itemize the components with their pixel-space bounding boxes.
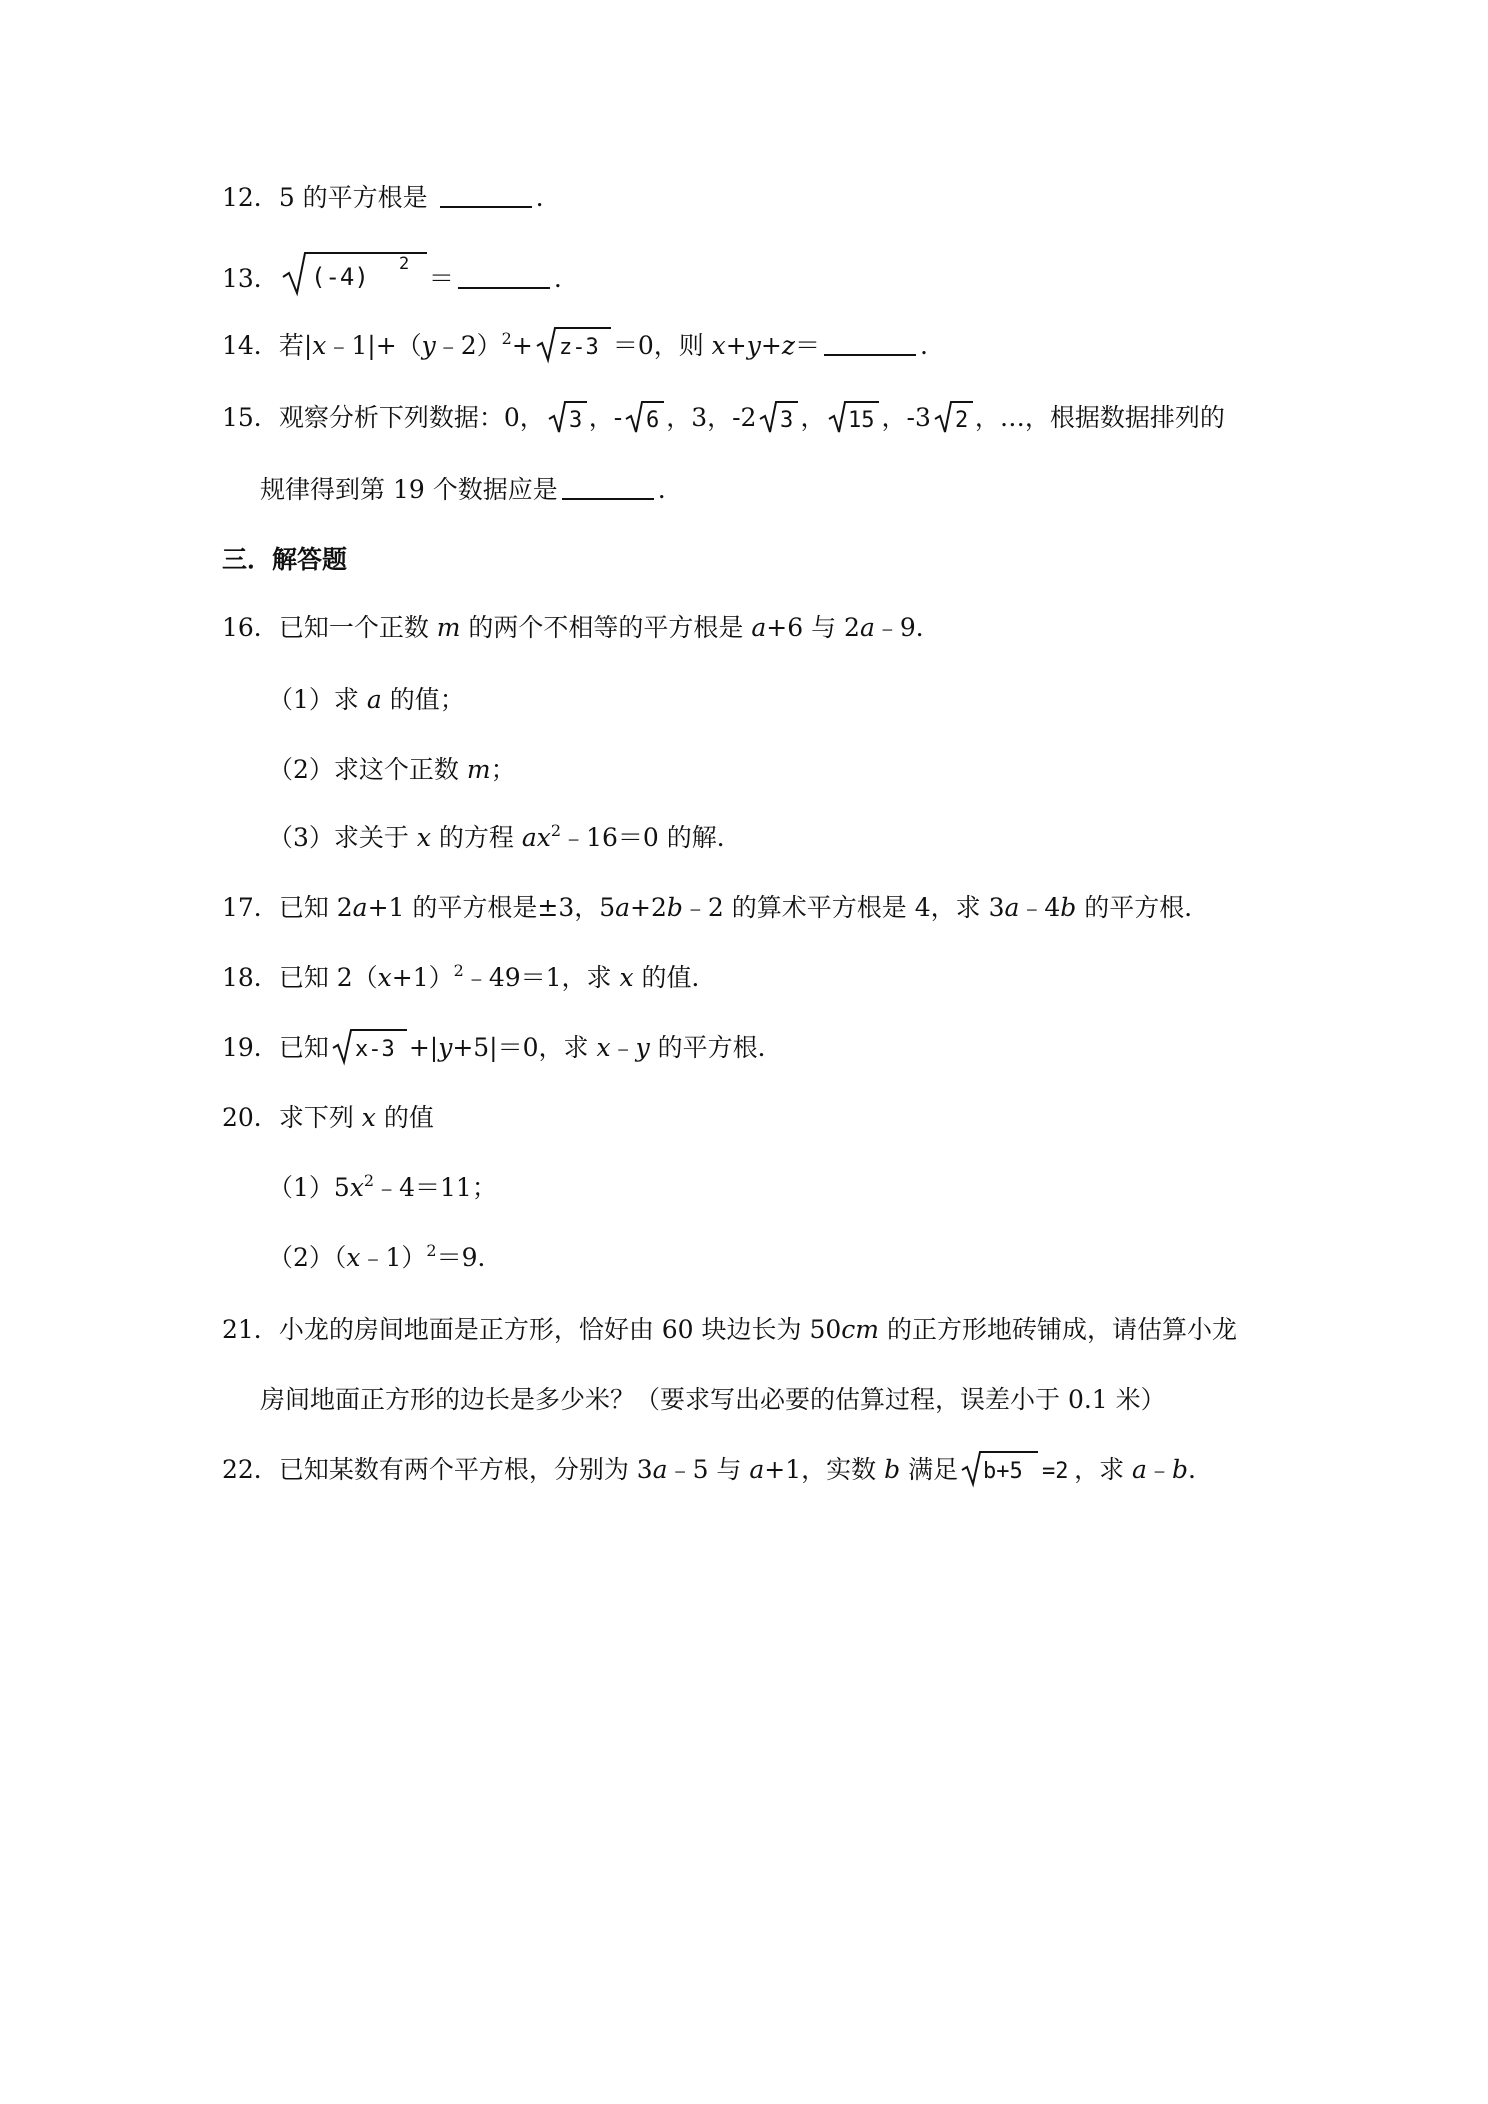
question-16-part-2 [268, 750, 516, 790]
var-x: x [349, 1173, 364, 1202]
q20-text: 求下列 [278, 1103, 362, 1132]
q15-text: 规律得到第 19 个数据应是 [260, 475, 558, 504]
part-text: （3）求关于 [268, 823, 417, 852]
var-b: b [666, 893, 683, 922]
var-m: m [436, 613, 461, 642]
q17-text: ﹣2 的算术平方根是 4，求 3 [682, 893, 1005, 922]
var-x: x [711, 331, 726, 360]
q14-text: ﹣2） [435, 331, 502, 360]
q16-text: ﹣9． [874, 613, 941, 642]
q19-text: 已知 [278, 1033, 329, 1062]
var-b: b [884, 1455, 901, 1484]
sqrt-radical [535, 326, 611, 362]
var-x: x [312, 331, 327, 360]
q22-number: 22． [222, 1455, 279, 1484]
q17-number: 17． [222, 893, 279, 922]
question-14 [222, 326, 928, 366]
sqrt-radical [547, 400, 587, 434]
q18-text: 的值． [633, 963, 717, 992]
var-b: b [1060, 893, 1077, 922]
sqrt-radical [827, 400, 879, 434]
question-18 [222, 958, 717, 998]
var-x: x [377, 963, 392, 992]
q14-period: . [920, 331, 928, 360]
radicand: x-3 [354, 1037, 395, 1062]
var-x: x [361, 1103, 376, 1132]
unit-cm: cm [841, 1315, 879, 1344]
radicand: 3 [568, 408, 582, 433]
q17-text: 已知 2 [278, 893, 353, 922]
question-20-part-2 [268, 1238, 503, 1278]
var-b: b [1171, 1455, 1188, 1484]
q22-text: +1，实数 [764, 1455, 885, 1484]
radicand: b+5 [983, 1459, 1023, 1484]
var-a: a [859, 613, 875, 642]
var-y: y [746, 331, 761, 360]
q20-text: 的值 [375, 1103, 434, 1132]
part-text: ﹣4＝11； [374, 1173, 497, 1202]
var-m: m [466, 755, 491, 784]
answer-blank [440, 182, 532, 208]
q14-text: ＝0，则 [612, 331, 712, 360]
q13-period: . [553, 264, 562, 293]
q18-text: ﹣49＝1，求 [463, 963, 620, 992]
q14-text: + [511, 331, 533, 360]
q13-equals: ＝ [428, 264, 454, 293]
q13-number: 13． [222, 264, 279, 293]
prefix: -2 [732, 403, 757, 432]
exponent: 2 [426, 1241, 437, 1260]
sqrt-radical [331, 1028, 407, 1064]
q17-text: ﹣4 [1019, 893, 1061, 922]
sqrt-radical [758, 400, 798, 434]
q17-text: +1 的平方根是±3，5 [367, 893, 616, 922]
radicand: (-4) [310, 263, 369, 291]
var-a: a [352, 893, 368, 922]
radicand: 2 [954, 408, 969, 433]
var-x: x [416, 823, 431, 852]
q14-number: 14． [222, 331, 279, 360]
radical-equals: =2 [1042, 1459, 1069, 1484]
q12-period: . [535, 183, 544, 212]
exponent: 2 [501, 329, 512, 348]
question-16-part-3 [268, 818, 742, 858]
q14-text: + [760, 331, 782, 360]
q15-number: 15． [222, 403, 279, 432]
part-text: （2）求这个正数 [268, 755, 467, 784]
q18-text: +1） [391, 963, 454, 992]
section-heading [222, 540, 347, 580]
part-text: 的值； [381, 685, 465, 714]
question-20 [222, 1098, 434, 1138]
var-y: y [635, 1033, 650, 1062]
var-x: x [596, 1033, 611, 1062]
var-a: a [652, 1455, 668, 1484]
radicand: 3 [780, 408, 794, 433]
q21-text: 房间地面正方形的边长是多少米？（要求写出必要的估算过程，误差小于 0.1 米） [260, 1385, 1166, 1414]
q15-text: 观察分析下列数据：0， [278, 403, 545, 432]
q14-text: ＝ [794, 331, 820, 360]
q16-text: +6 与 2 [766, 613, 860, 642]
comma: ， [588, 403, 614, 432]
q14-text: ﹣1|+（ [326, 331, 422, 360]
var-a: a [749, 1455, 765, 1484]
q22-text: ，求 [1074, 1455, 1133, 1484]
question-16 [222, 608, 941, 648]
q18-text: 已知 2（ [278, 963, 378, 992]
q22-text: ﹣ [1146, 1455, 1172, 1484]
radicand: 6 [646, 408, 660, 433]
var-a: a [751, 613, 767, 642]
q12-text: 5 的平方根是 [278, 183, 428, 212]
q15-period: . [657, 475, 666, 504]
answer-blank [562, 474, 654, 500]
prefix: -3 [906, 403, 931, 432]
q19-text: +5|＝0，求 [452, 1033, 597, 1062]
comma: ， [881, 403, 907, 432]
prefix: - [613, 403, 623, 432]
var-x: x [619, 963, 634, 992]
part-text: ﹣16＝0 的解． [561, 823, 742, 852]
q22-period: . [1187, 1455, 1196, 1484]
part-text: （1）求 [268, 685, 367, 714]
radicand: z-3 [558, 335, 599, 360]
question-15 [222, 398, 1225, 438]
part-text: ； [490, 755, 516, 784]
var-y: y [438, 1033, 453, 1062]
q14-text: + [725, 331, 747, 360]
q18-number: 18． [222, 963, 279, 992]
part-text: 的方程 [430, 823, 522, 852]
q15-text: ，…，根据数据排列的 [974, 403, 1225, 432]
var-a: a [1132, 1455, 1147, 1484]
q16-number: 16． [222, 613, 279, 642]
sqrt-radical [281, 251, 427, 295]
var-x: x [346, 1243, 361, 1272]
answer-blank [458, 263, 550, 289]
q14-text: 若| [278, 331, 313, 360]
var-y: y [421, 331, 436, 360]
exponent: 2 [550, 821, 562, 840]
q20-number: 20． [222, 1103, 279, 1132]
question-15-line-2 [260, 470, 666, 510]
question-16-part-1 [268, 680, 465, 720]
q17-text: +2 [630, 893, 667, 922]
question-21 [222, 1310, 1237, 1350]
q19-text: 的平方根． [649, 1033, 783, 1062]
q21-text: 小龙的房间地面是正方形，恰好由 60 块边长为 50 [278, 1315, 842, 1344]
q19-text: ﹣ [610, 1033, 636, 1062]
q22-text: 满足 [900, 1455, 959, 1484]
sqrt-radical [933, 400, 973, 434]
part-text: ﹣1） [360, 1243, 427, 1272]
part-text: （2）（ [268, 1243, 347, 1272]
q16-text: 的两个不相等的平方根是 [460, 613, 752, 642]
radicand: 15 [848, 408, 875, 433]
part-text: ＝9． [436, 1243, 503, 1272]
q22-text: 已知某数有两个平方根，分别为 3 [278, 1455, 653, 1484]
var-a: a [1004, 893, 1020, 922]
question-17 [222, 888, 1209, 928]
comma: ， [800, 403, 826, 432]
q15-text: ，3， [666, 403, 733, 432]
q21-text: 的正方形地砖铺成，请估算小龙 [879, 1315, 1237, 1344]
q19-number: 19． [222, 1033, 279, 1062]
var-ax: ax [521, 823, 551, 852]
sqrt-radical [960, 1450, 1072, 1486]
q22-text: ﹣5 与 [667, 1455, 750, 1484]
part-text: （1）5 [268, 1173, 350, 1202]
q21-number: 21． [222, 1315, 279, 1344]
section-title: 三．解答题 [222, 545, 348, 574]
question-20-part-1 [268, 1168, 497, 1208]
question-22 [222, 1450, 1196, 1490]
radicand-exponent: 2 [398, 254, 410, 274]
q16-text: 已知一个正数 [278, 613, 437, 642]
exponent: 2 [363, 1171, 375, 1190]
exponent: 2 [453, 961, 464, 980]
question-21-line-2 [260, 1380, 1166, 1420]
question-12 [222, 178, 544, 218]
sqrt-radical [624, 400, 664, 434]
question-13 [222, 251, 562, 291]
question-19 [222, 1028, 783, 1068]
q12-number: 12． [222, 183, 279, 212]
var-a: a [615, 893, 631, 922]
answer-blank [824, 330, 916, 356]
q19-text: +| [408, 1033, 439, 1062]
var-z: z [781, 331, 795, 360]
q17-text: 的平方根． [1076, 893, 1210, 922]
var-a: a [366, 685, 382, 714]
